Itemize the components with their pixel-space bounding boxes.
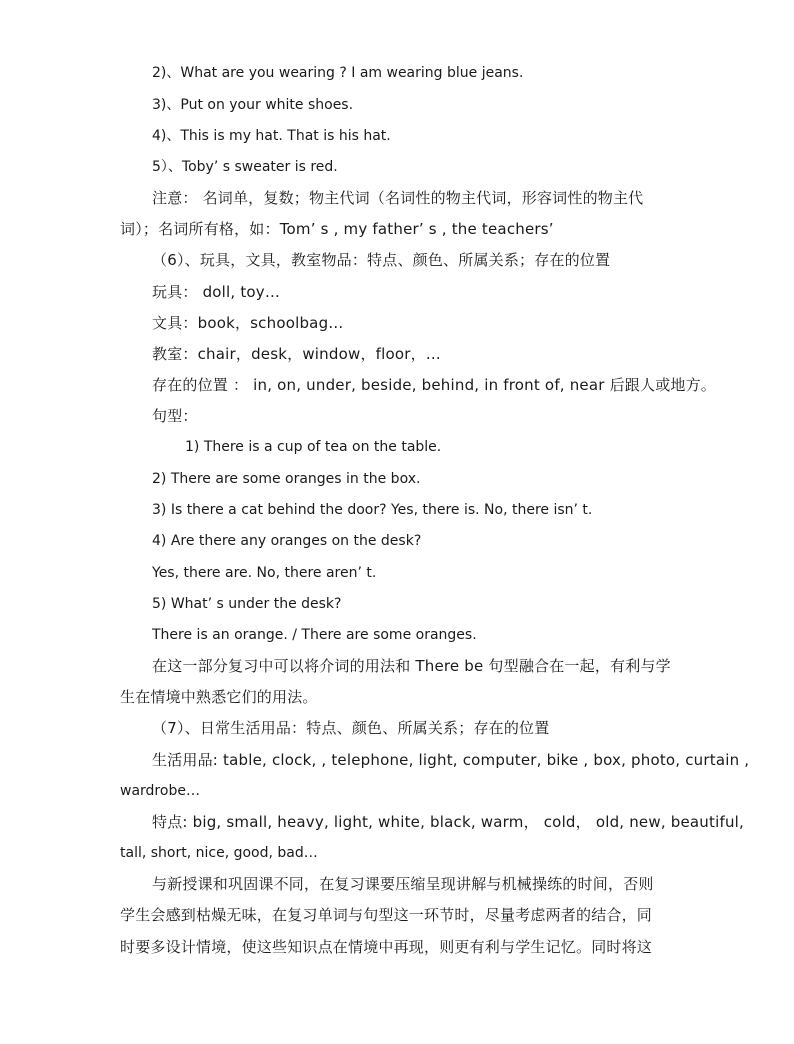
- pattern-4: 4) Are there any oranges on the desk?: [152, 533, 422, 549]
- example-sentence-4: 4)、This is my hat. That is his hat.: [152, 128, 391, 144]
- paragraph-2-line-1: 与新授课和巩固课不同，在复习课要压缩呈现讲解与机械操练的时间，否则: [152, 875, 654, 893]
- toys-line: 玩具： doll, toy…: [152, 283, 281, 301]
- daily-items-line-2: wardrobe…: [120, 783, 200, 799]
- example-sentence-5: 5）、Toby’ s sweater is red.: [152, 159, 338, 175]
- example-sentence-2: 2)、What are you wearing ? I am wearing blue jeans.: [152, 65, 524, 81]
- features-line-2: tall, short, nice, good, bad…: [120, 845, 318, 861]
- pattern-1: 1) There is a cup of tea on the table.: [185, 439, 442, 455]
- paragraph-1-line-2: 生在情境中熟悉它们的用法。: [120, 688, 318, 706]
- note-line-1: 注意： 名词单，复数；物主代词（名词性的物主代词，形容词性的物主代: [152, 189, 644, 207]
- pattern-3: 3) Is there a cat behind the door? Yes, there is. No, there isn’ t.: [152, 502, 593, 518]
- paragraph-2-line-3: 时要多设计情境，使这些知识点在情境中再现，则更有利与学生记忆。同时将这: [120, 938, 653, 956]
- pattern-2: 2) There are some oranges in the box.: [152, 471, 421, 487]
- example-sentence-3: 3)、Put on your white shoes.: [152, 97, 354, 113]
- note-line-2: 词）；名词所有格，如：Tom’ s , my father’ s , the teachers’: [120, 220, 554, 238]
- section-6-heading: （6）、玩具，文具，教室物品：特点、颜色、所属关系；存在的位置: [152, 251, 611, 269]
- sentence-patterns-heading: 句型：: [152, 407, 198, 425]
- stationery-line: 文具：book，schoolbag…: [152, 314, 344, 332]
- paragraph-2-line-2: 学生会感到枯燥无味，在复习单词与句型这一环节时，尽量考虑两者的结合，同: [120, 906, 653, 924]
- daily-items-line-1: 生活用品: table, clock, , telephone, light, computer, bike , box, photo, curtain ,: [152, 751, 750, 769]
- pattern-4-answer: Yes, there are. No, there aren’ t.: [152, 565, 377, 581]
- classroom-line: 教室：chair，desk，window，floor，…: [152, 345, 442, 363]
- pattern-5-answer: There is an orange. / There are some oranges.: [152, 627, 477, 643]
- section-7-heading: （7）、日常生活用品：特点、颜色、所属关系；存在的位置: [152, 719, 550, 737]
- paragraph-1-line-1: 在这一部分复习中可以将介词的用法和 There be 句型融合在一起，有利与学: [152, 657, 671, 675]
- pattern-5: 5) What’ s under the desk?: [152, 596, 342, 612]
- position-line: 存在的位置 ： in, on, under, beside, behind, in front of, near 后跟人或地方。: [152, 376, 716, 394]
- features-line-1: 特点: big, small, heavy, light, white, black, warm， cold， old, new, beautiful,: [152, 813, 744, 831]
